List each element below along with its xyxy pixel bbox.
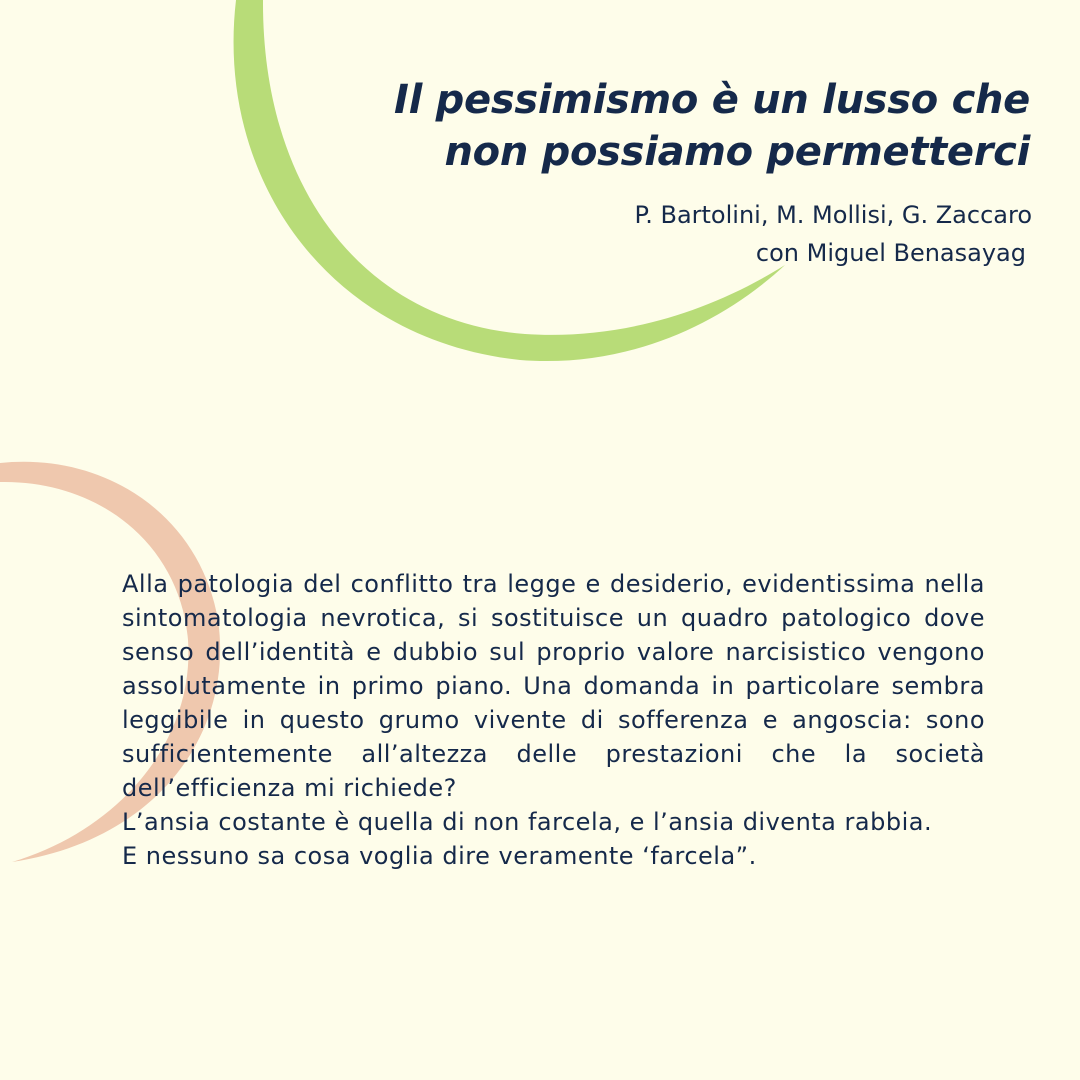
authors-block — [432, 196, 1032, 272]
title-line-2: non possiamo permetterci — [444, 129, 1030, 175]
title-line-1: Il pessimismo è un lusso che — [394, 77, 1030, 123]
authors-line-1: P. Bartolini, M. Mollisi, G. Zaccaro — [634, 201, 1032, 229]
green-crescent-arc — [234, 0, 785, 361]
quote-paragraph-2: L’ansia costante è quella di non farcela, e l’ansia diventa rabbia. — [122, 808, 933, 836]
quote-paragraph-3: E nessuno sa cosa voglia dire veramente ‘farcela”. — [122, 842, 757, 870]
quote-body — [122, 567, 985, 873]
book-title — [270, 74, 1030, 178]
quote-paragraph-1: Alla patologia del conflitto tra legge e desiderio, evidentissima nella sintomatologia nevrotica, si sostituisce un quadro patologico dove senso dell’identità e dubbio sul proprio valore narcisistico vengono assolutamente in primo piano. Una domanda in particolare sembra leggibile in questo grumo vivente di sofferenza e angoscia: sono sufficientemente all’altezza delle prestazioni che la società dell’efficienza mi richiede? — [122, 570, 985, 802]
authors-line-2: con Miguel Benasayag — [755, 239, 1026, 267]
